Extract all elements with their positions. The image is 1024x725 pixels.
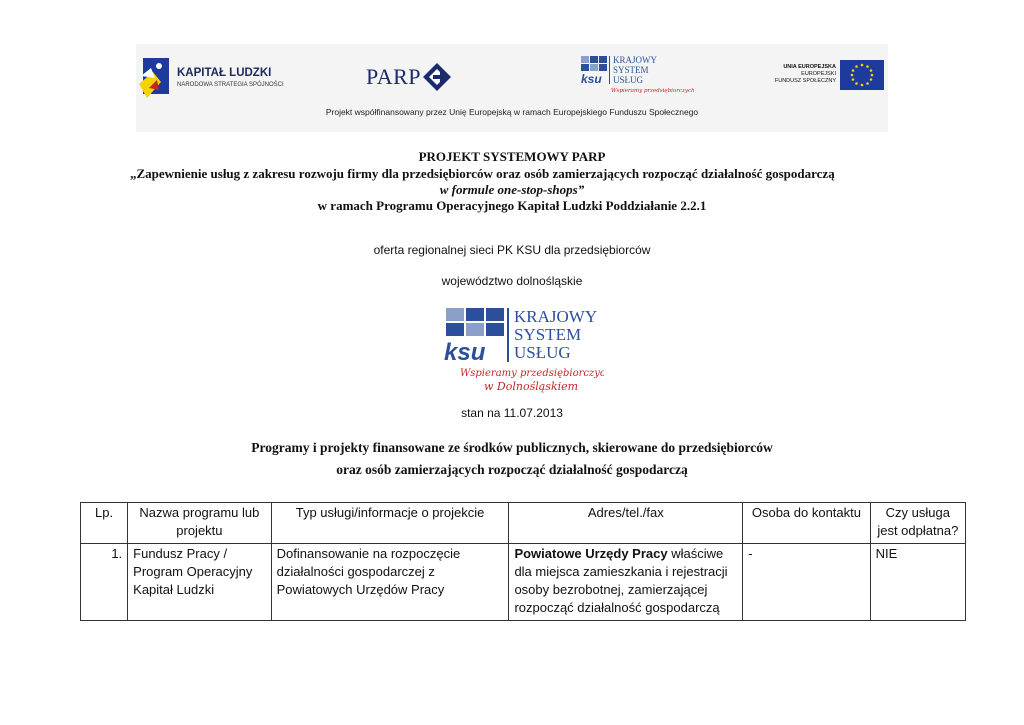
region-text: województwo dolnośląskie bbox=[441, 274, 583, 288]
eu-flag-icon bbox=[840, 60, 884, 90]
ksu-small-line1: KRAJOWY bbox=[613, 55, 657, 65]
eu-subtitle-line2: FUNDUSZ SPOŁECZNY bbox=[774, 78, 836, 84]
parp-logo bbox=[366, 62, 456, 92]
cell-contact: - bbox=[743, 544, 870, 621]
table-row bbox=[81, 544, 966, 621]
ksu-small-tagline: Wspieramy przedsiębiorczych bbox=[611, 88, 695, 94]
eu-title: UNIA EUROPEJSKA bbox=[783, 64, 836, 70]
col-header-contact: Osoba do kontaktu bbox=[743, 503, 870, 544]
ksu-small-line3: USŁUG bbox=[613, 75, 644, 85]
cell-name: Fundusz Pracy / Program Operacyjny Kapitał Ludzki bbox=[128, 544, 271, 621]
eu-subtitle-line1: EUROPEJSKI bbox=[801, 71, 836, 77]
table-header-row bbox=[81, 503, 966, 544]
kapital-ludzki-emblem-icon bbox=[139, 54, 175, 100]
header-banner bbox=[136, 44, 888, 132]
ksu-large-tagline1: Wspieramy przedsiębiorczych bbox=[460, 368, 604, 379]
programs-table bbox=[80, 502, 966, 621]
kapital-ludzki-title: KAPITAŁ LUDZKI bbox=[177, 67, 272, 79]
ksu-logo-small bbox=[581, 54, 701, 100]
status-date: stan na 11.07.2013 bbox=[461, 406, 563, 420]
project-subtitle-line2: w formule one-stop-shops” bbox=[439, 182, 585, 197]
project-program-line: w ramach Programu Operacyjnego Kapitał Ludzki Poddziałanie 2.2.1 bbox=[317, 198, 707, 213]
col-header-name: Nazwa programu lub projektu bbox=[128, 503, 271, 544]
cell-address bbox=[509, 544, 743, 621]
cell-address-rest: właściwe dla miejsca zamieszkania i rejestracji osoby bezrobotnej, zamierzającej rozpocząć działalność gospodarczą bbox=[514, 546, 728, 615]
col-header-lp: Lp. bbox=[81, 503, 128, 544]
ksu-small-abbr: ksu bbox=[581, 72, 602, 86]
cell-paid: NIE bbox=[870, 544, 965, 621]
parp-label: PARP bbox=[366, 64, 422, 89]
ksu-large-line1: KRAJOWY bbox=[514, 307, 598, 326]
section-title-line1: Programy i projekty finansowane ze środków publicznych, skierowane do przedsiębiorców bbox=[251, 440, 773, 455]
ksu-large-line2: SYSTEM bbox=[514, 325, 582, 344]
ksu-large-line3: USŁUG bbox=[514, 343, 571, 362]
parp-emblem-icon bbox=[422, 62, 452, 92]
kapital-ludzki-logo bbox=[139, 54, 289, 100]
project-subtitle-line1: „Zapewnienie usług z zakresu rozwoju firmy dla przedsiębiorców oraz osób zamierzających rozpocząć działalność gospodarczą bbox=[130, 166, 835, 181]
section-title-line2: oraz osób zamierzających rozpocząć działalność gospodarczą bbox=[336, 462, 688, 477]
cell-lp: 1. bbox=[81, 544, 128, 621]
ksu-small-line2: SYSTEM bbox=[613, 65, 649, 75]
ksu-large-tagline2: w Dolnośląskiem bbox=[484, 380, 579, 393]
ksu-large-emblem-icon bbox=[444, 304, 604, 394]
project-title: PROJEKT SYSTEMOWY PARP bbox=[418, 149, 606, 164]
ksu-logo-large bbox=[444, 304, 604, 394]
col-header-paid: Czy usługa jest odpłatna? bbox=[870, 503, 965, 544]
ksu-small-emblem-icon bbox=[581, 54, 701, 100]
col-header-type: Typ usługi/informacje o projekcie bbox=[271, 503, 509, 544]
ksu-large-abbr: ksu bbox=[444, 339, 486, 366]
eu-subtitle bbox=[766, 71, 836, 85]
kapital-ludzki-subtitle: NARODOWA STRATEGIA SPÓJNOŚCI bbox=[177, 82, 284, 88]
cell-type: Dofinansowanie na rozpoczęcie działalności gospodarczej z Powiatowych Urzędów Pracy bbox=[271, 544, 509, 621]
cell-address-bold: Powiatowe Urzędy Pracy bbox=[514, 546, 668, 561]
eu-logo bbox=[766, 58, 886, 92]
banner-caption: Projekt współfinansowany przez Unię Europejską w ramach Europejskiego Funduszu Społecznego bbox=[325, 107, 699, 117]
offer-text: oferta regionalnej sieci PK KSU dla przedsiębiorców bbox=[373, 243, 651, 257]
col-header-address: Adres/tel./fax bbox=[509, 503, 743, 544]
